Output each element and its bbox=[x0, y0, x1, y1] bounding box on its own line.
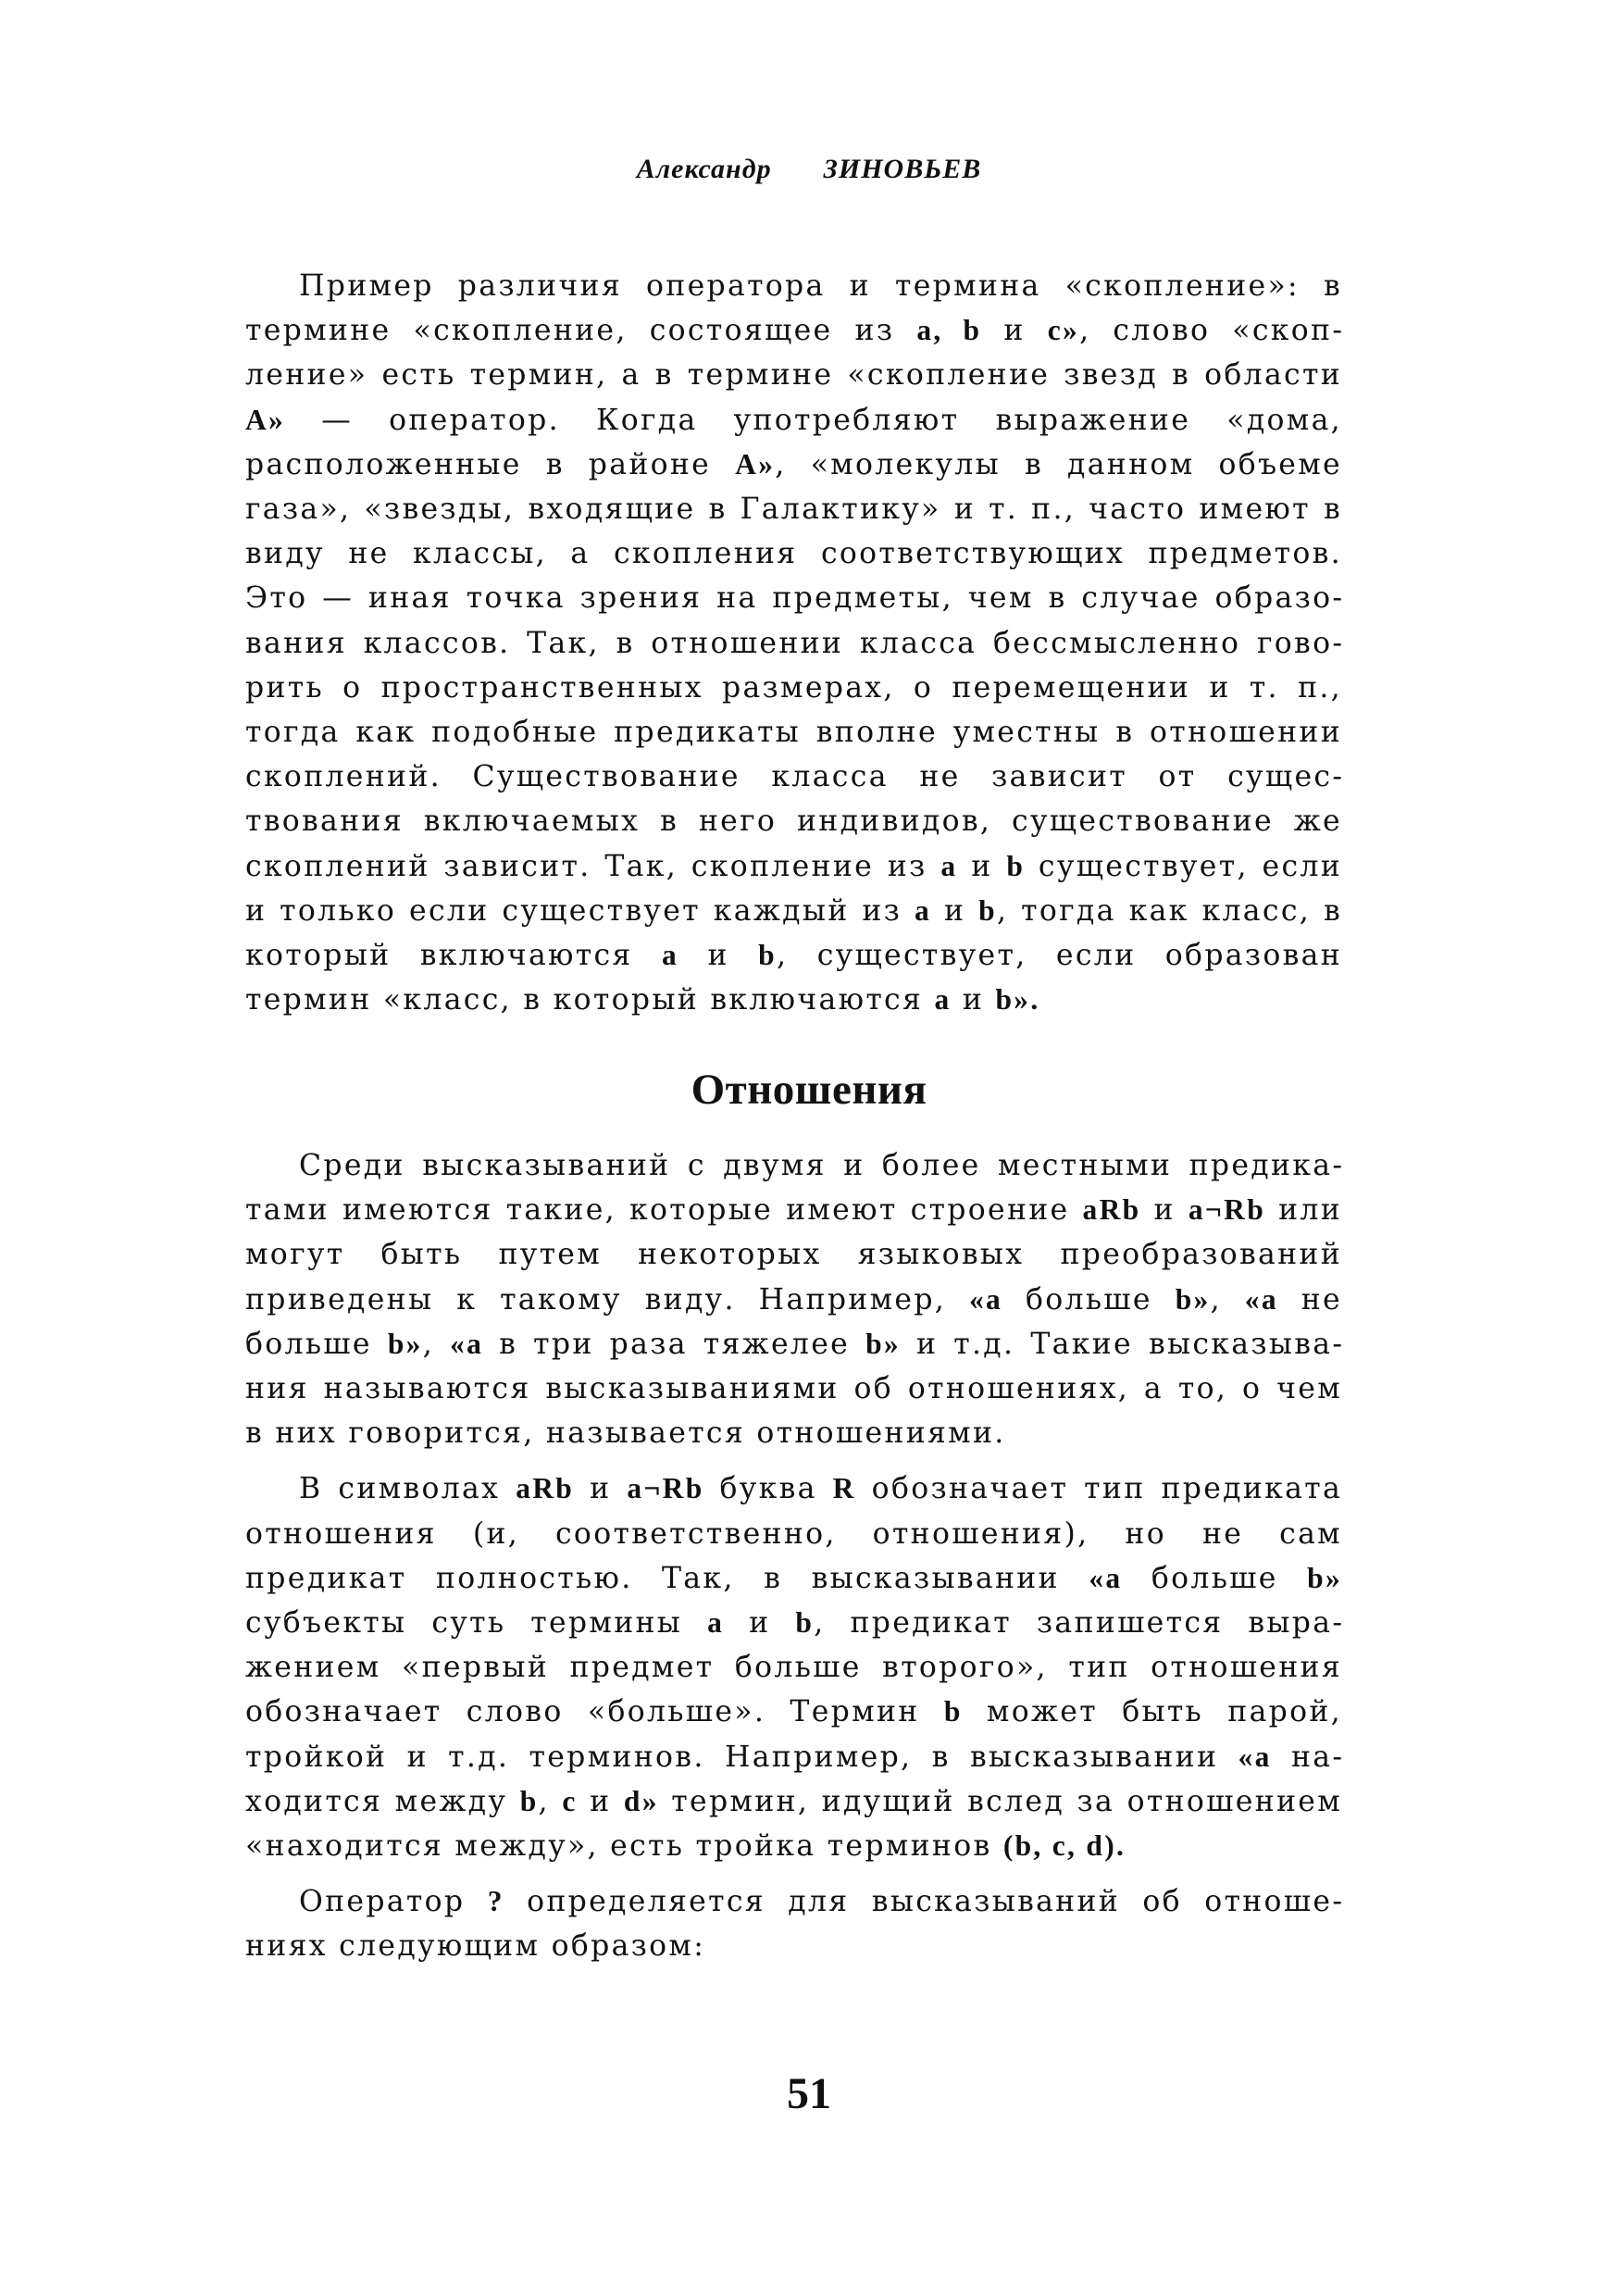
text-run: обозначает тип предиката отношения (и, соответственно, отношения), но не сам предикат полностью. Так, в высказывании bbox=[245, 1472, 1343, 1595]
text-run: , bbox=[538, 1784, 563, 1818]
bold-term: «a bbox=[450, 1327, 484, 1360]
text-run: и bbox=[678, 939, 759, 973]
bold-term: c» bbox=[1047, 314, 1080, 347]
bold-term: a bbox=[915, 893, 932, 927]
bold-term: b» bbox=[865, 1327, 901, 1360]
bold-term: «a bbox=[1238, 1740, 1272, 1773]
bold-term: (b, c, d). bbox=[1002, 1829, 1126, 1863]
text-run: может быть парой, тройкой и т.д. терминов. Например, в высказывании bbox=[245, 1695, 1342, 1774]
bold-term: «a bbox=[1089, 1561, 1123, 1594]
text-run: и bbox=[931, 893, 979, 928]
text-run: больше bbox=[1002, 1282, 1176, 1316]
text-run: , «молекулы в данном объеме газа», «звезды, входящие в Галактику» и т. п., часто имеют в виду не классы, а скопления соответствующих предметов. Это — иная точка зрения на предметы, чем в случае образования классов. Так, в отношении класса бессмысленно говорить о пространственных размерах, о перемещении и т. п., тогда как подобные предикаты вполне уместны в отношении скоплений. Существование класса не зависит от существования включаемых в него индивидов, существование же скоплений зависит. Так, скопление из bbox=[245, 447, 1342, 883]
text-run: и bbox=[1140, 1193, 1189, 1228]
bold-term: b bbox=[519, 1784, 539, 1817]
text-run: больше bbox=[1122, 1561, 1308, 1595]
bold-term: b» bbox=[1307, 1561, 1342, 1594]
bold-term: b bbox=[758, 939, 777, 972]
text-run: , слово «скопление» есть термин, а в термине «скопление звезд в области bbox=[245, 314, 1342, 393]
text-run: и bbox=[574, 1472, 628, 1506]
bold-term: c bbox=[562, 1784, 578, 1817]
paragraph bbox=[245, 1143, 1342, 1455]
bold-term: a bbox=[662, 939, 679, 972]
paragraph bbox=[245, 1879, 1342, 1968]
body-text-top bbox=[245, 264, 1342, 1033]
body-text-bottom bbox=[245, 1143, 1342, 1980]
bold-term: b bbox=[1006, 849, 1026, 882]
bold-term: a¬Rb bbox=[1188, 1193, 1266, 1227]
text-run: и bbox=[577, 1784, 624, 1818]
text-run: , предикат запишется выражением «первый предмет больше второго», тип отношения обозначает слово «больше». Термин bbox=[245, 1606, 1342, 1729]
text-run: , тогда как класс, в который включаются bbox=[245, 893, 1342, 973]
bold-term: b» bbox=[1175, 1282, 1211, 1316]
bold-term: «a bbox=[1244, 1282, 1278, 1316]
author-last-name: ЗИНОВЬЕВ bbox=[823, 154, 982, 184]
bold-term: A» bbox=[245, 403, 286, 436]
bold-term: a bbox=[940, 849, 958, 882]
text-run: — оператор. Когда употребляют выражение «дома, расположенные в районе bbox=[245, 403, 1342, 481]
text-run: и т.д. Такие высказывания называются высказываниями об отношениях, а то, о чем в них говорится, называется отношениями. bbox=[245, 1327, 1342, 1451]
author-first-name: Александр bbox=[636, 154, 772, 184]
text-run: определяется для высказываний об отношениях следующим образом: bbox=[245, 1885, 1342, 1964]
bold-term: a bbox=[934, 983, 952, 1017]
paragraph bbox=[245, 1466, 1342, 1868]
text-run: Оператор bbox=[299, 1885, 488, 1919]
bold-term: «a bbox=[969, 1282, 1003, 1316]
bold-term: b» bbox=[387, 1327, 423, 1360]
text-run: существует, если и только если существует каждый из bbox=[245, 849, 1343, 928]
bold-term: R bbox=[832, 1472, 856, 1505]
text-run: буква bbox=[703, 1472, 833, 1506]
text-run: термин, идущий вслед за отношением «находится между», есть тройка терминов bbox=[245, 1784, 1342, 1864]
text-run: в три раза тяжелее bbox=[483, 1327, 866, 1361]
bold-term: a bbox=[707, 1606, 725, 1640]
text-run: , bbox=[422, 1327, 451, 1361]
bold-term: b bbox=[943, 1695, 963, 1728]
bold-term: b bbox=[978, 893, 997, 927]
text-run: и bbox=[981, 314, 1048, 348]
bold-term: aRb bbox=[1082, 1193, 1141, 1227]
text-run: и bbox=[957, 849, 1007, 883]
paragraph bbox=[245, 264, 1342, 1022]
text-run: и bbox=[724, 1606, 796, 1641]
section-heading: Отношения bbox=[691, 1066, 927, 1114]
text-run: субъекты суть термины bbox=[245, 1606, 708, 1641]
bold-term: b». bbox=[995, 983, 1040, 1017]
running-head bbox=[0, 154, 1618, 185]
bold-term: a, b bbox=[916, 314, 982, 347]
text-run: В символах bbox=[299, 1472, 517, 1506]
bold-term: b bbox=[795, 1606, 815, 1640]
bold-term: a¬Rb bbox=[627, 1472, 704, 1505]
text-run: Среди высказываний с двумя и более местными предикатами имеются такие, которые имеют строение bbox=[245, 1149, 1342, 1228]
text-run: не больше bbox=[245, 1282, 1342, 1361]
bold-term: A» bbox=[735, 447, 776, 480]
text-run: или могут быть путем некоторых языковых преобразований приведены к такому виду. Например, bbox=[245, 1193, 1342, 1316]
text-run: находится между bbox=[245, 1740, 1342, 1818]
bold-term: ? bbox=[487, 1885, 504, 1918]
bold-term: aRb bbox=[516, 1472, 575, 1505]
text-run: , существует, если образован термин «класс, в который включаются bbox=[245, 939, 1343, 1017]
text-run: Пример различия оператора и термина «скопление»: в термине «скопление, состоящее из bbox=[245, 269, 1342, 348]
text-run: и bbox=[951, 983, 996, 1017]
bold-term: d» bbox=[623, 1784, 659, 1817]
page-number: 51 bbox=[787, 2069, 831, 2118]
text-run: , bbox=[1210, 1282, 1245, 1316]
